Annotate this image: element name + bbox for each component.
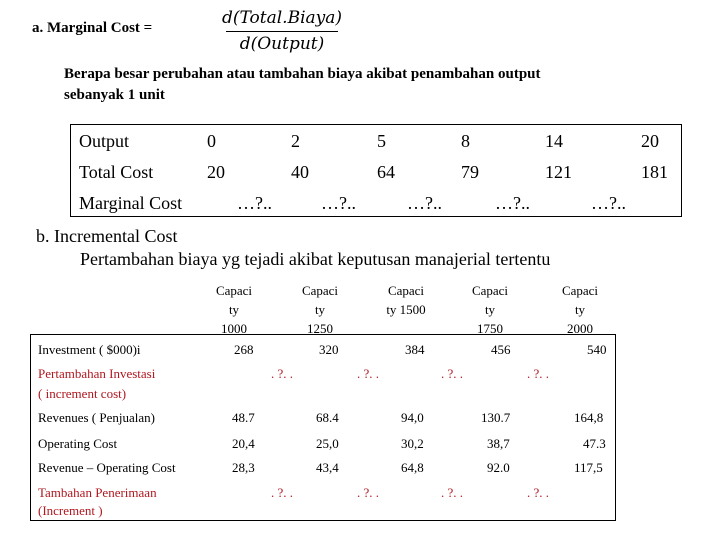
table-cell: 130.7 — [481, 410, 511, 425]
table-cell: . ?. . — [271, 366, 294, 381]
header-line: ty 1500 — [386, 302, 426, 317]
table-cell: 540 — [587, 342, 607, 357]
table-cell: 79 — [461, 162, 479, 182]
header-line: ty — [228, 302, 240, 317]
marginal-cost-description — [64, 64, 664, 106]
table-cell: 48.7 — [232, 410, 255, 425]
table-cell: . ?. . — [357, 485, 380, 500]
table-cell: 181 — [641, 162, 668, 182]
description-line-2: sebanyak 1 unit — [64, 87, 165, 103]
row-label-revenues: Revenues ( Penjualan) — [38, 410, 155, 425]
table-cell: 68.4 — [316, 410, 339, 425]
table-cell: . ?. . — [357, 366, 380, 381]
incremental-cost-table — [30, 334, 616, 521]
table-cell: 40 — [291, 162, 309, 182]
header-line: ty — [484, 302, 496, 317]
table-cell: 117,5 — [574, 460, 603, 475]
table-cell: . ?. . — [441, 366, 464, 381]
table-cell: 456 — [491, 342, 511, 357]
table-cell: 14 — [545, 131, 563, 151]
table-cell: 20,4 — [232, 436, 255, 451]
header-line: Capaci — [561, 283, 599, 298]
row-label-marginal-cost: Marginal Cost — [79, 193, 183, 213]
header-line: ty — [314, 302, 326, 317]
table-cell: …?.. — [407, 193, 442, 213]
capacity-header-1000 — [206, 281, 262, 338]
description-line-1: Berapa besar perubahan atau tambahan biaya akibat penambahan output — [64, 66, 541, 82]
table-cell: 92.0 — [487, 460, 510, 475]
table-cell: 384 — [405, 342, 425, 357]
table-cell: 320 — [319, 342, 339, 357]
table-cell: 20 — [641, 131, 659, 151]
table-cell: 43,4 — [316, 460, 339, 475]
table-cell: 28,3 — [232, 460, 255, 475]
table-cell: 164,8 — [574, 410, 604, 425]
row-label-increment: (Increment ) — [38, 503, 103, 518]
row-label-increment-cost: ( increment cost) — [38, 386, 127, 401]
table-cell: 94,0 — [401, 410, 424, 425]
table-cell: 121 — [545, 162, 572, 182]
table-cell: 25,0 — [316, 436, 339, 451]
header-line: 2000 — [567, 321, 593, 336]
header-line: Capaci — [387, 283, 425, 298]
row-label-revenue-minus-operating: Revenue – Operating Cost — [38, 460, 176, 475]
capacity-header-1500 — [378, 281, 434, 319]
table-cell: . ?. . — [441, 485, 464, 500]
incremental-cost-title: b. Incremental Cost — [36, 226, 178, 246]
table-cell: 5 — [377, 131, 386, 151]
table-cell: 64 — [377, 162, 395, 182]
table-cell: 64,8 — [401, 460, 424, 475]
table-cell: . ?. . — [271, 485, 294, 500]
header-line: Capaci — [471, 283, 509, 298]
formula-numerator: d(Total.Biaya) — [222, 8, 343, 28]
table-cell: . ?. . — [527, 366, 550, 381]
table-cell: . ?. . — [527, 485, 550, 500]
table-cell: 268 — [234, 342, 254, 357]
row-label-total-cost: Total Cost — [79, 162, 154, 182]
capacity-header-2000 — [552, 281, 608, 338]
table-cell: 0 — [207, 131, 216, 151]
table-cell: 20 — [207, 162, 225, 182]
table-cell: 47.3 — [583, 436, 606, 451]
header-line: ty — [574, 302, 586, 317]
table-cell: …?.. — [321, 193, 356, 213]
header-line: 1250 — [307, 321, 333, 336]
header-line: 1750 — [477, 321, 503, 336]
table-cell: 30,2 — [401, 436, 424, 451]
table-cell: …?.. — [237, 193, 272, 213]
marginal-cost-label: a. Marginal Cost = — [32, 20, 153, 36]
marginal-cost-table — [70, 124, 682, 217]
table-cell: 8 — [461, 131, 470, 151]
table-cell: …?.. — [591, 193, 626, 213]
marginal-cost-formula — [222, 8, 342, 54]
table-cell: 38,7 — [487, 436, 510, 451]
capacity-header-1750 — [462, 281, 518, 338]
table-cell: …?.. — [495, 193, 530, 213]
header-line: 1000 — [221, 321, 247, 336]
row-label-output: Output — [79, 131, 130, 151]
row-label-operating-cost: Operating Cost — [38, 436, 118, 451]
table-cell: 2 — [291, 131, 300, 151]
incremental-cost-description: Pertambahan biaya yg tejadi akibat keputusan manajerial tertentu — [80, 249, 551, 269]
row-label-investment: Investment ( $000)i — [38, 342, 141, 357]
formula-denominator: d(Output) — [239, 34, 325, 54]
row-label-pertambahan-investasi: Pertambahan Investasi — [38, 366, 156, 381]
row-label-tambahan-penerimaan: Tambahan Penerimaan — [38, 485, 157, 500]
header-line: Capaci — [301, 283, 339, 298]
capacity-header-1250 — [292, 281, 348, 338]
header-line: Capaci — [215, 283, 253, 298]
